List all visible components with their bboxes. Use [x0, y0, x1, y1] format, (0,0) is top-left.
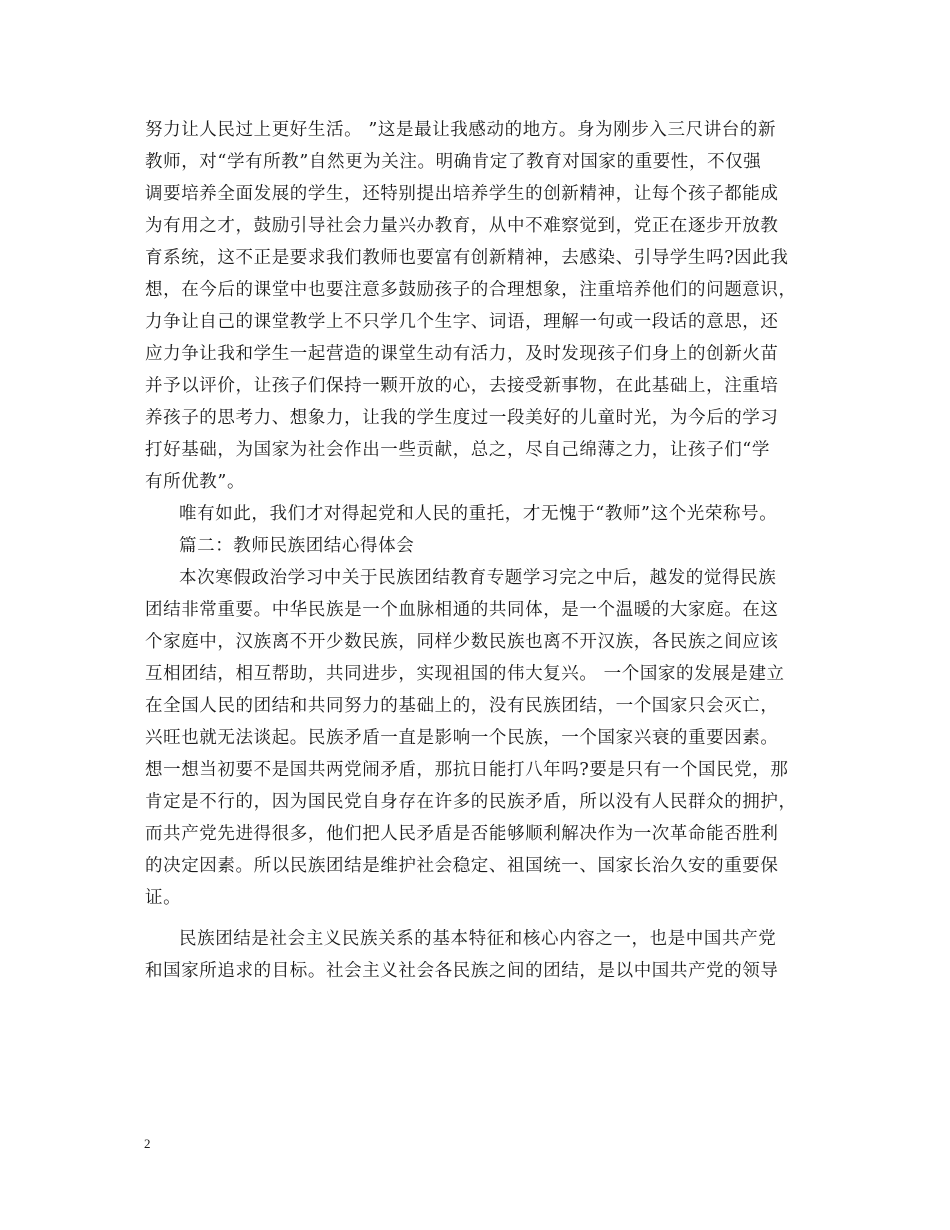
body-text: [145, 114, 815, 987]
text-line: 打好基础，为国家为社会作出一些贡献，总之，尽自己绵薄之力，让孩子们“学: [145, 440, 770, 460]
text-line: 努力让人民过上更好生活。 ”这是最让我感动的地方。身为刚步入三尺讲台的新: [145, 120, 777, 140]
text-line: 养孩子的思考力、想象力，让我的学生度过一段美好的儿童时光，为今后的学习: [145, 408, 779, 428]
text-line: 的决定因素。所以民族团结是维护社会稳定、祖国统一、国家长治久安的重要保: [145, 856, 779, 876]
text-line: 育系统，这不正是要求我们教师也要富有创新精神，去感染、引导学生吗?因此我: [145, 248, 789, 268]
text-line: 有所优教”。: [145, 472, 246, 492]
text-line: 在全国人民的团结和共同努力的基础上的，没有民族团结，一个国家只会灭亡，: [145, 696, 779, 716]
text-line: 证。: [145, 888, 182, 908]
text-line: 调要培养全面发展的学生，还特别提出培养学生的创新精神，让每个孩子都能成: [145, 184, 779, 204]
text-line: 力争让自己的课堂教学上不只学几个生字、词语，理解一句或一段话的意思，还: [145, 312, 779, 332]
text-line: 个家庭中，汉族离不开少数民族，同样少数民族也离不开汉族，各民族之间应该: [145, 632, 779, 652]
text-line: 兴旺也就无法谈起。民族矛盾一直是影响一个民族，一个国家兴衰的重要因素。: [145, 728, 779, 748]
text-line: 团结非常重要。中华民族是一个血脉相通的共同体，是一个温暖的大家庭。在这: [145, 600, 779, 620]
page-number: 2: [144, 1136, 151, 1151]
text-line: 唯有如此，我们才对得起党和人民的重托，才无愧于“教师”这个光荣称号。: [179, 504, 778, 524]
text-line: 想一想当初要不是国共两党闹矛盾，那抗日能打八年吗?要是只有一个国民党，那: [145, 760, 789, 780]
text-line: 本次寒假政治学习中关于民族团结教育专题学习完之中后，越发的觉得民族: [179, 568, 777, 588]
text-line: 想，在今后的课堂中也要注意多鼓励孩子的合理想象，注重培养他们的问题意识，: [145, 280, 797, 300]
text-line: 应力争让我和学生一起营造的课堂生动有活力，及时发现孩子们身上的创新火苗: [145, 344, 779, 364]
text-line: 并予以评价，让孩子们保持一颗开放的心，去接受新事物，在此基础上，注重培: [145, 376, 779, 396]
text-line: 民族团结是社会主义民族关系的基本特征和核心内容之一，也是中国共产党: [179, 929, 777, 949]
text-line: 互相团结，相互帮助，共同进步，实现祖国的伟大复兴。 一个国家的发展是建立: [145, 664, 785, 684]
text-line: 教师，对“学有所教”自然更为关注。明确肯定了教育对国家的重要性，不仅强: [145, 152, 762, 172]
section-heading: 篇二：教师民族团结心得体会: [179, 536, 415, 556]
text-line: 而共产党先进得很多，他们把人民矛盾是否能够顺利解决作为一次革命能否胜利: [145, 824, 779, 844]
text-line: 肯定是不行的，因为国民党自身存在许多的民族矛盾，所以没有人民群众的拥护，: [145, 792, 797, 812]
text-line: 为有用之才，鼓励引导社会力量兴办教育，从中不难察觉到，党正在逐步开放教: [145, 216, 779, 236]
text-line: 和国家所追求的目标。社会主义社会各民族之间的团结，是以中国共产党的领导: [145, 961, 779, 981]
